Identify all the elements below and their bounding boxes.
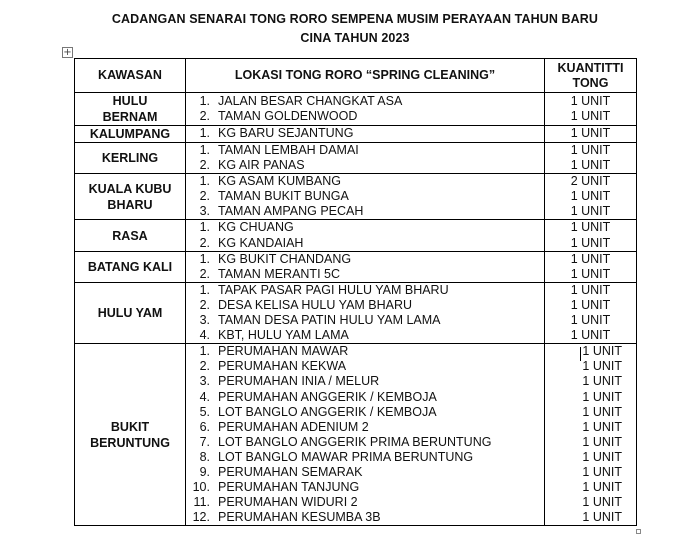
quantity-value: 1 UNIT bbox=[582, 464, 622, 479]
quantity-cell bbox=[545, 282, 637, 343]
location-item bbox=[186, 143, 544, 158]
area-cell bbox=[75, 126, 186, 143]
table-row bbox=[75, 174, 637, 220]
table-row bbox=[75, 344, 637, 526]
table-row bbox=[75, 93, 637, 126]
location-item bbox=[186, 204, 544, 219]
area-name-line: BUKIT bbox=[110, 419, 150, 434]
location-item bbox=[186, 174, 544, 189]
location-item bbox=[186, 465, 544, 480]
quantity-value: 1 UNIT bbox=[582, 359, 622, 374]
table-row bbox=[75, 126, 637, 143]
area-cell bbox=[75, 251, 186, 282]
location-number: 2. bbox=[199, 266, 210, 281]
location-number: 11. bbox=[193, 495, 210, 510]
location-item bbox=[186, 236, 544, 251]
location-name: PERUMAHAN WIDURI 2 bbox=[218, 495, 358, 510]
area-name-line: RASA bbox=[112, 228, 148, 243]
location-item bbox=[186, 480, 544, 495]
quantity-value: 1 UNIT bbox=[570, 204, 611, 219]
table-header-row bbox=[75, 59, 637, 93]
location-name: PERUMAHAN MAWAR bbox=[218, 344, 349, 359]
location-number: 10. bbox=[192, 480, 210, 495]
area-name-line: BATANG KALI bbox=[87, 259, 173, 274]
title-line-2: CINA TAHUN 2023 bbox=[300, 31, 410, 45]
location-item bbox=[186, 420, 544, 435]
bin-location-table bbox=[74, 58, 637, 526]
quantity-value: 1 UNIT bbox=[582, 510, 622, 525]
location-number: 1. bbox=[199, 282, 210, 297]
header-kuantiti bbox=[545, 59, 637, 93]
location-number: 1. bbox=[199, 143, 210, 157]
area-cell bbox=[75, 93, 186, 126]
location-item bbox=[186, 267, 544, 282]
quantity-value: 1 UNIT bbox=[582, 480, 622, 495]
location-name: KG ASAM KUMBANG bbox=[218, 174, 341, 189]
location-name: KBT, HULU YAM LAMA bbox=[218, 328, 349, 343]
location-number: 2. bbox=[199, 109, 210, 123]
quantity-value: 1 UNIT bbox=[570, 313, 611, 328]
location-number: 4. bbox=[199, 389, 210, 404]
location-number: 9. bbox=[199, 464, 210, 479]
area-name-line: BERUNTUNG bbox=[90, 435, 170, 450]
quantity-value: 1 UNIT bbox=[570, 189, 611, 204]
location-number: 1. bbox=[199, 220, 210, 235]
table-body bbox=[75, 93, 637, 526]
location-item bbox=[186, 344, 544, 359]
area-name-line: KERLING bbox=[101, 151, 159, 166]
location-number: 3. bbox=[199, 313, 210, 328]
location-number: 1. bbox=[199, 251, 210, 266]
area-name-line: KALUMPANG bbox=[89, 127, 171, 141]
quantity-cell bbox=[545, 174, 637, 220]
location-name: PERUMAHAN ADENIUM 2 bbox=[218, 419, 369, 434]
quantity-value: 1 UNIT bbox=[570, 328, 611, 343]
text-cursor bbox=[580, 347, 581, 361]
area-name-line: HULU bbox=[112, 94, 148, 108]
location-number: 1. bbox=[199, 174, 210, 189]
area-cell bbox=[75, 220, 186, 251]
document-title bbox=[70, 10, 640, 48]
location-cell bbox=[186, 93, 545, 126]
location-number: 7. bbox=[199, 434, 210, 449]
quantity-value: 1 UNIT bbox=[582, 374, 622, 389]
location-name: KG BUKIT CHANDANG bbox=[218, 251, 352, 266]
location-cell bbox=[186, 344, 545, 526]
location-item bbox=[186, 374, 544, 389]
location-cell bbox=[186, 282, 545, 343]
location-name: KG BARU SEJANTUNG bbox=[218, 126, 354, 141]
location-number: 3. bbox=[199, 374, 210, 389]
table-move-handle-icon[interactable]: + bbox=[63, 47, 72, 58]
location-item bbox=[186, 328, 544, 343]
location-name: JALAN BESAR CHANGKAT ASA bbox=[218, 93, 403, 108]
quantity-value: 1 UNIT bbox=[570, 158, 611, 173]
location-item bbox=[186, 450, 544, 465]
location-cell bbox=[186, 174, 545, 220]
location-name: TAMAN DESA PATIN HULU YAM LAMA bbox=[218, 313, 441, 328]
quantity-value: 1 UNIT bbox=[570, 266, 611, 281]
location-cell bbox=[186, 220, 545, 251]
location-name: PERUMAHAN SEMARAK bbox=[218, 464, 363, 479]
location-number: 8. bbox=[199, 449, 210, 464]
location-name: TAMAN MERANTI 5C bbox=[218, 266, 340, 281]
quantity-cell bbox=[545, 251, 637, 282]
location-item bbox=[186, 158, 544, 173]
quantity-cell bbox=[545, 126, 637, 143]
quantity-value: 1 UNIT bbox=[570, 143, 611, 157]
quantity-value: 1 UNIT bbox=[570, 109, 611, 123]
location-number: 6. bbox=[199, 419, 210, 434]
area-cell bbox=[75, 143, 186, 174]
location-name: TAMAN AMPANG PECAH bbox=[218, 204, 364, 219]
table-row bbox=[75, 143, 637, 174]
quantity-value: 1 UNIT bbox=[582, 389, 622, 404]
location-name: TAMAN GOLDENWOOD bbox=[218, 109, 358, 123]
quantity-value: 1 UNIT bbox=[582, 434, 622, 449]
location-item bbox=[186, 359, 544, 374]
location-item bbox=[186, 405, 544, 420]
location-cell bbox=[186, 251, 545, 282]
quantity-value: 1 UNIT bbox=[582, 419, 622, 434]
location-number: 1. bbox=[199, 344, 210, 359]
location-item bbox=[186, 109, 544, 124]
quantity-value: 1 UNIT bbox=[570, 297, 611, 312]
location-name: LOT BANGLO ANGGERIK PRIMA BERUNTUNG bbox=[218, 434, 492, 449]
area-cell bbox=[75, 174, 186, 220]
header-lokasi: LOKASI TONG RORO “SPRING CLEANING” bbox=[186, 59, 545, 93]
area-cell bbox=[75, 344, 186, 526]
location-item bbox=[186, 435, 544, 450]
location-name: KG AIR PANAS bbox=[218, 158, 305, 173]
quantity-value: 1 UNIT bbox=[582, 344, 622, 359]
area-name-line: BHARU bbox=[107, 197, 153, 212]
quantity-value: 1 UNIT bbox=[582, 449, 622, 464]
quantity-value: 1 UNIT bbox=[570, 220, 611, 235]
location-number: 4. bbox=[199, 328, 210, 343]
quantity-cell bbox=[545, 143, 637, 174]
header-kuantiti-line-2: TONG bbox=[572, 75, 609, 90]
location-item bbox=[186, 510, 544, 525]
area-cell bbox=[75, 282, 186, 343]
quantity-cell bbox=[545, 344, 637, 526]
location-number: 2. bbox=[199, 158, 210, 173]
location-item bbox=[186, 94, 544, 109]
quantity-value: 1 UNIT bbox=[570, 282, 611, 297]
table-row bbox=[75, 251, 637, 282]
location-cell bbox=[186, 143, 545, 174]
location-number: 3. bbox=[199, 204, 210, 219]
location-name: TAPAK PASAR PAGI HULU YAM BHARU bbox=[218, 282, 449, 297]
location-item bbox=[186, 298, 544, 313]
location-item bbox=[186, 220, 544, 235]
header-kawasan: KAWASAN bbox=[75, 59, 186, 93]
location-item bbox=[186, 126, 544, 141]
quantity-value: 1 UNIT bbox=[582, 495, 622, 510]
location-name: KG CHUANG bbox=[218, 220, 294, 235]
table-resize-handle[interactable] bbox=[636, 529, 641, 534]
title-line-1: CADANGAN SENARAI TONG RORO SEMPENA MUSIM PERAYAAN TAHUN BARU bbox=[111, 12, 599, 26]
location-name: PERUMAHAN ANGGERIK / KEMBOJA bbox=[218, 389, 437, 404]
location-name: TAMAN LEMBAH DAMAI bbox=[218, 143, 359, 157]
location-item bbox=[186, 313, 544, 328]
table-row bbox=[75, 282, 637, 343]
location-number: 1. bbox=[199, 126, 210, 141]
location-name: LOT BANGLO MAWAR PRIMA BERUNTUNG bbox=[218, 449, 474, 464]
location-item bbox=[186, 252, 544, 267]
table-row bbox=[75, 220, 637, 251]
location-number: 2. bbox=[199, 297, 210, 312]
location-number: 2. bbox=[199, 189, 210, 204]
quantity-value: 1 UNIT bbox=[582, 404, 622, 419]
location-item bbox=[186, 390, 544, 405]
location-name: KG KANDAIAH bbox=[218, 235, 304, 250]
location-number: 2. bbox=[199, 235, 210, 250]
location-cell bbox=[186, 126, 545, 143]
quantity-value: 1 UNIT bbox=[570, 126, 611, 141]
location-number: 1. bbox=[199, 93, 210, 108]
location-name: TAMAN BUKIT BUNGA bbox=[218, 189, 349, 204]
quantity-cell bbox=[545, 220, 637, 251]
area-name-line: HULU YAM bbox=[97, 306, 163, 321]
quantity-value: 1 UNIT bbox=[570, 251, 611, 266]
quantity-value: 1 UNIT bbox=[570, 235, 611, 250]
location-item bbox=[186, 189, 544, 204]
location-item bbox=[186, 495, 544, 510]
quantity-value: 2 UNIT bbox=[570, 174, 611, 189]
location-number: 2. bbox=[199, 359, 210, 374]
header-kuantiti-line-1: KUANTITTI bbox=[557, 60, 624, 75]
quantity-value: 1 UNIT bbox=[570, 93, 611, 108]
location-name: PERUMAHAN KESUMBA 3B bbox=[218, 510, 381, 525]
location-name: PERUMAHAN KEKWA bbox=[218, 359, 347, 374]
area-name-line: BERNAM bbox=[102, 110, 158, 124]
location-name: PERUMAHAN INIA / MELUR bbox=[218, 374, 380, 389]
location-name: DESA KELISA HULU YAM BHARU bbox=[218, 297, 413, 312]
location-name: PERUMAHAN TANJUNG bbox=[218, 480, 360, 495]
location-item bbox=[186, 283, 544, 298]
location-number: 5. bbox=[199, 404, 210, 419]
area-name-line: KUALA KUBU bbox=[88, 181, 172, 196]
quantity-cell bbox=[545, 93, 637, 126]
location-number: 12. bbox=[192, 510, 210, 525]
location-name: LOT BANGLO ANGGERIK / KEMBOJA bbox=[218, 404, 437, 419]
